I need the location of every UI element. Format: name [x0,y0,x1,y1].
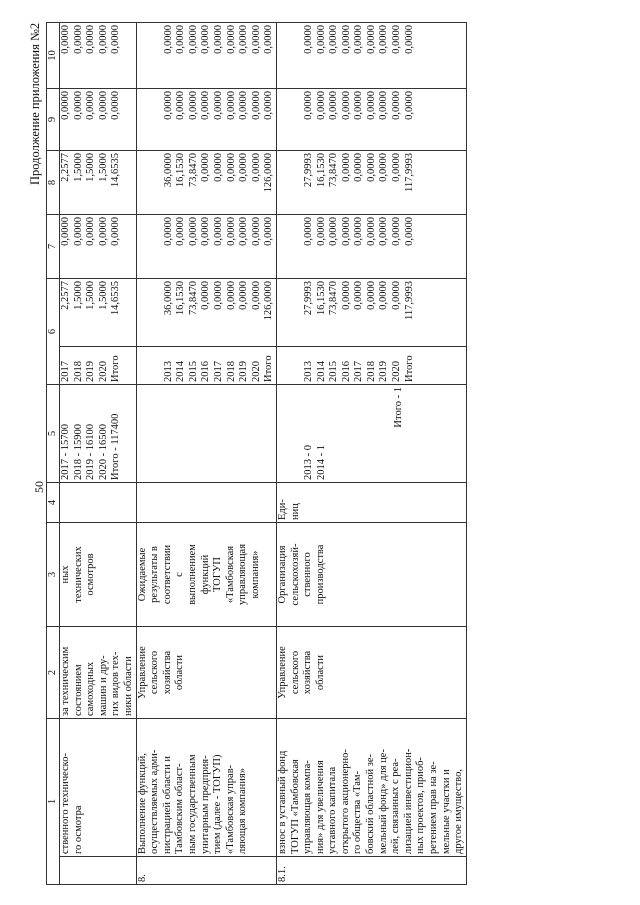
row-number: 8.1. [276,857,466,885]
col10-values: 0,0000 0,0000 0,0000 0,0000 0,0000 0,0000 0,0000 0,0000 0,0000 [136,23,276,89]
col8-values: 27,9993 16,1530 73,8470 0,0000 0,0000 0,0000 0,0000 0,0000 117,9993 [276,151,466,215]
col6-values: 27,9993 16,1530 73,8470 0,0000 0,0000 0,0000 0,0000 0,0000 117,9993 [276,279,466,347]
col10-values: 0,0000 0,0000 0,0000 0,0000 0,0000 0,0000 0,0000 0,0000 0,0000 [276,23,466,89]
expected-result: Ожидаемые результаты в соответствии с выполнением функций ТОГУП «Тамбовская управляющая компания» [136,523,276,627]
col6-values: 2,2577 1,5000 1,5000 1,5000 14,6535 [60,279,137,347]
col-header-6: 6 [47,279,60,385]
row-number [60,857,137,885]
unit [136,483,276,523]
target-values [136,385,276,483]
executor: за техническим состоянием самоходных машин и дру- гих видов тех- ники области [60,627,137,719]
target-values: 2013 - 0 2014 - 1 Итого - 1 [276,385,466,483]
row-number: 8. [136,857,276,885]
col-header-7: 7 [47,215,60,279]
years: 2013 2014 2015 2016 2017 2018 2019 2020 Итого [136,347,276,385]
col-header-10: 10 [47,23,60,89]
executor: Управление сельского хозяйства области [276,627,466,719]
col-header-9: 9 [47,89,60,151]
col8-values: 36,0000 16,1530 73,8470 0,0000 0,0000 0,0000 0,0000 0,0000 126,0000 [136,151,276,215]
activity-name: взнос в уставный фонд ТОГУП «Тамбовская управляющая компа- ния» для увеличения уставного капитала открытого акционерно- го общества «Там- бовский областной зе- мельный фонд» для це- лей, связанных с реа- лизацией инвестицион- ных проектов, приоб- ретением прав на зе- мельные участки и другое имущество, [276,719,466,857]
header-row [47,23,60,885]
expected-result: Организация сельскохозяй- ственного производства [276,523,466,627]
table-row [276,23,466,885]
table-row [136,23,276,885]
col-header-8: 8 [47,151,60,215]
unit: Еди- ниц [276,483,466,523]
target-values: 2017 - 15700 2018 - 15900 2019 - 16100 2020 - 16500 Итого - 117400 [60,385,137,483]
col7-values: 0,0000 0,0000 0,0000 0,0000 0,0000 [60,215,137,279]
program-table [46,22,467,885]
activity-name: ственного техническо- го осмотра [60,719,137,857]
col-header-5: 5 [47,385,60,483]
activity-name: Выполнение функций, осуществляемых адми- нистрацией области и Тамбовским област- ным государственным унитарным предприя- тием (далее - ТОГУП) «Тамбовская управ- ляющая компания» [136,719,276,857]
page-number: 50 [32,481,46,493]
expected-result: ных технических осмотров [60,523,137,627]
col8-values: 2,2577 1,5000 1,5000 1,5000 14,6535 [60,151,137,215]
col9-values: 0,0000 0,0000 0,0000 0,0000 0,0000 0,0000 0,0000 0,0000 0,0000 [276,89,466,151]
appendix-note: Продолжение приложения №2 [28,22,42,185]
years: 2017 2018 2019 2020 Итого [60,347,137,385]
col-header-1: 1 [47,719,60,885]
target-total: Итого - 1 [393,387,405,428]
col9-values: 0,0000 0,0000 0,0000 0,0000 0,0000 0,0000 0,0000 0,0000 0,0000 [136,89,276,151]
table-row [60,23,137,885]
col6-values: 36,0000 16,1530 73,8470 0,0000 0,0000 0,0000 0,0000 0,0000 126,0000 [136,279,276,347]
col10-values: 0,0000 0,0000 0,0000 0,0000 0,0000 [60,23,137,89]
col-header-2: 2 [47,627,60,719]
unit [60,483,137,523]
col7-values: 0,0000 0,0000 0,0000 0,0000 0,0000 0,0000 0,0000 0,0000 0,0000 [136,215,276,279]
col9-values: 0,0000 0,0000 0,0000 0,0000 0,0000 [60,89,137,151]
col-header-4: 4 [47,483,60,523]
years: 2013 2014 2015 2016 2017 2018 2019 2020 Итого [276,347,466,385]
col-header-3: 3 [47,523,60,627]
col7-values: 0,0000 0,0000 0,0000 0,0000 0,0000 0,0000 0,0000 0,0000 0,0000 [276,215,466,279]
executor: Управление сельского хозяйства области [136,627,276,719]
